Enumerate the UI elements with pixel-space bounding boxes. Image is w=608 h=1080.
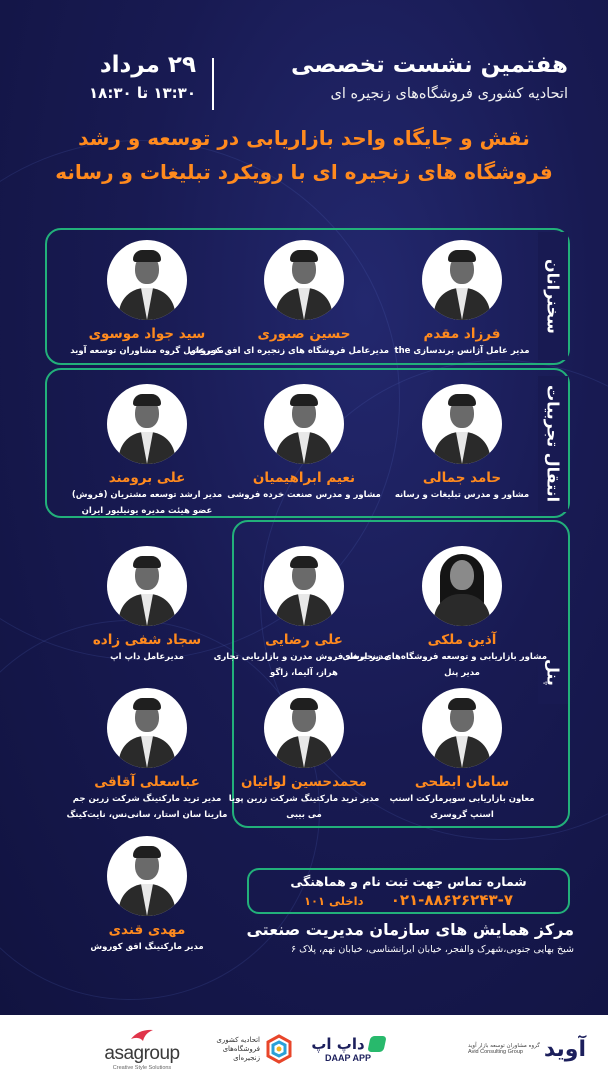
speaker-photo [107,688,187,768]
speaker-card [377,240,547,358]
union-name: اتحادیه کشوری فروشگاه‌های زنجیره‌ای [216,1035,260,1062]
speaker-card [62,836,232,954]
speaker-role: مدیر ارشد توسعه مشتریان (فروش) [71,490,223,500]
speaker-role: معاون بازاریابی سوپرمارکت اسنپ [389,794,535,804]
speaker-name: سید جواد موسوی [88,326,206,342]
speaker-role: مدیرعامل گروه مشاوران توسعه آوید [70,346,224,356]
speaker-card [62,546,232,664]
speaker-photo [264,546,344,626]
speaker-role: مدیرعامل داپ اپ [110,652,184,662]
speaker-card [342,546,547,680]
panel-label: پنل [543,658,563,686]
daap-wordmark: داپ اپ [311,1035,365,1053]
speaker-name: سجاد شفی زاده [92,632,202,648]
sponsor-footer [0,1015,608,1080]
union-icon [264,1034,294,1064]
avid-subtitle: گروه مشاوران توسعه بازار آوید [468,1043,540,1049]
speaker-card [377,384,547,502]
speaker-role: مدیر عامل آژانس برندسازی the [394,346,530,356]
speaker-role: مشاور و مدرس صنعت خرده فروشی [227,490,381,500]
speaker-name: علی رضایی [265,632,343,648]
event-topic [30,121,578,189]
speaker-role: مشاور بازاریابی و توسعه فروشگاه‌های زنجیره‌ای [342,652,547,662]
asa-tagline: Creative Style Solutions [112,1065,172,1071]
speaker-name: حامد جمالی [422,470,502,486]
avid-english: Avid Consulting Group [468,1049,523,1055]
avid-logo[interactable] [468,1025,586,1073]
speaker-card [62,688,232,822]
asa-wordmark: asagroup [104,1043,180,1064]
header-divider [212,58,214,110]
daap-icon [367,1036,386,1052]
speaker-name: آذین ملکی [427,632,497,648]
speaker-card [213,546,389,680]
speaker-role: مدیر ترید مارکتینگ شرکت زرین جم [72,794,222,804]
speaker-card [62,384,232,518]
organizer: اتحادیه کشوری فروشگاه‌های زنجیره ای [330,86,568,102]
event-header [40,52,568,116]
speaker-role: مدیر ارشد فروش مدرن و بازاریابی تجاری [213,652,389,662]
speaker-role: مشاور و مدرس تبلیغات و رسانه [394,490,530,500]
avid-wordmark: آوید [543,1036,587,1062]
speaker-name: فرزاد مقدم [423,326,501,342]
speaker-role: مدیرعامل فروشگاه های زنجیره ای افق کوروش [189,346,389,356]
speaker-photo [107,240,187,320]
asa-logo[interactable] [92,1025,192,1073]
event-title: هفتمین نشست تخصصی [290,52,568,78]
speaker-photo [422,384,502,464]
bird-icon [129,1027,155,1043]
venue-address: شیخ بهایی جنوبی،شهرک والفجر، خیابان ایرانشناسی، خیابان نهم، پلاک ۶ [291,944,574,955]
daap-logo[interactable] [304,1025,392,1073]
speaker-card [219,384,389,502]
speaker-role-2: عضو هیئت مدیره یونیلیور ایران [81,506,213,516]
contact-row [249,891,568,909]
speaker-card [377,688,547,822]
speaker-card [62,240,232,358]
speaker-name: مهدی قندی [108,922,186,938]
speakers-label: سخنرانان [543,258,563,334]
speaker-photo [264,384,344,464]
speaker-photo [107,546,187,626]
event-date: ۲۹ مرداد [99,52,196,78]
topic-line-2: فروشگاه های زنجیره ای با رویکرد تبلیغات و رسانه [55,160,553,184]
speaker-card [189,240,389,358]
contact-ext: داخلی ۱۰۱ [303,894,364,908]
speaker-name: محمدحسین لوائیان [240,774,368,790]
speaker-role-2: می بیبی [286,810,322,820]
speaker-photo [422,688,502,768]
speaker-name: سامان ابطحی [414,774,510,790]
speaker-role-2: اسنپ گروسری [430,810,494,820]
speaker-card [219,688,389,822]
daap-english: DAAP APP [324,1053,371,1063]
speaker-name: حسین صبوری [257,326,351,342]
speaker-name: علی برومند [108,470,186,486]
topic-line-1: نقش و جایگاه واحد بازاریابی در توسعه و رشد [78,126,530,150]
speaker-photo [107,836,187,916]
speaker-role-2: مدیر پنل [444,668,480,678]
speaker-photo [107,384,187,464]
speaker-role: مدیر مارکتینگ افق کوروش [90,942,204,952]
speaker-photo [422,240,502,320]
speaker-role: مدیر ترید مارکتینگ شرکت زرین پویا [228,794,380,804]
venue-title: مرکز همایش های سازمان مدیریت صنعتی [246,920,574,939]
venue [244,920,574,955]
speaker-photo [422,546,502,626]
contact-phone[interactable]: ۰۲۱-۸۸۶۲۶۲۴۳-۷ [390,891,514,909]
event-time: ۱۳:۳۰ تا ۱۸:۳۰ [89,84,196,102]
speaker-name: نعیم ابراهیمیان [252,470,356,486]
speaker-photo [264,240,344,320]
contact-title: شماره تماس جهت ثبت نام و هماهنگی [290,874,527,889]
speaker-photo [264,688,344,768]
experience-label: انتقال تجربیات [543,385,563,503]
speaker-name: عباسعلی آقاقی [94,774,200,790]
union-logo[interactable] [205,1025,297,1073]
contact-box [247,868,570,914]
speaker-role-2: مارینا سان استار، سانی‌نس، نایت‌کینگ [66,810,228,820]
speaker-role-2: هراز، آلیما، زاگو [270,668,338,678]
